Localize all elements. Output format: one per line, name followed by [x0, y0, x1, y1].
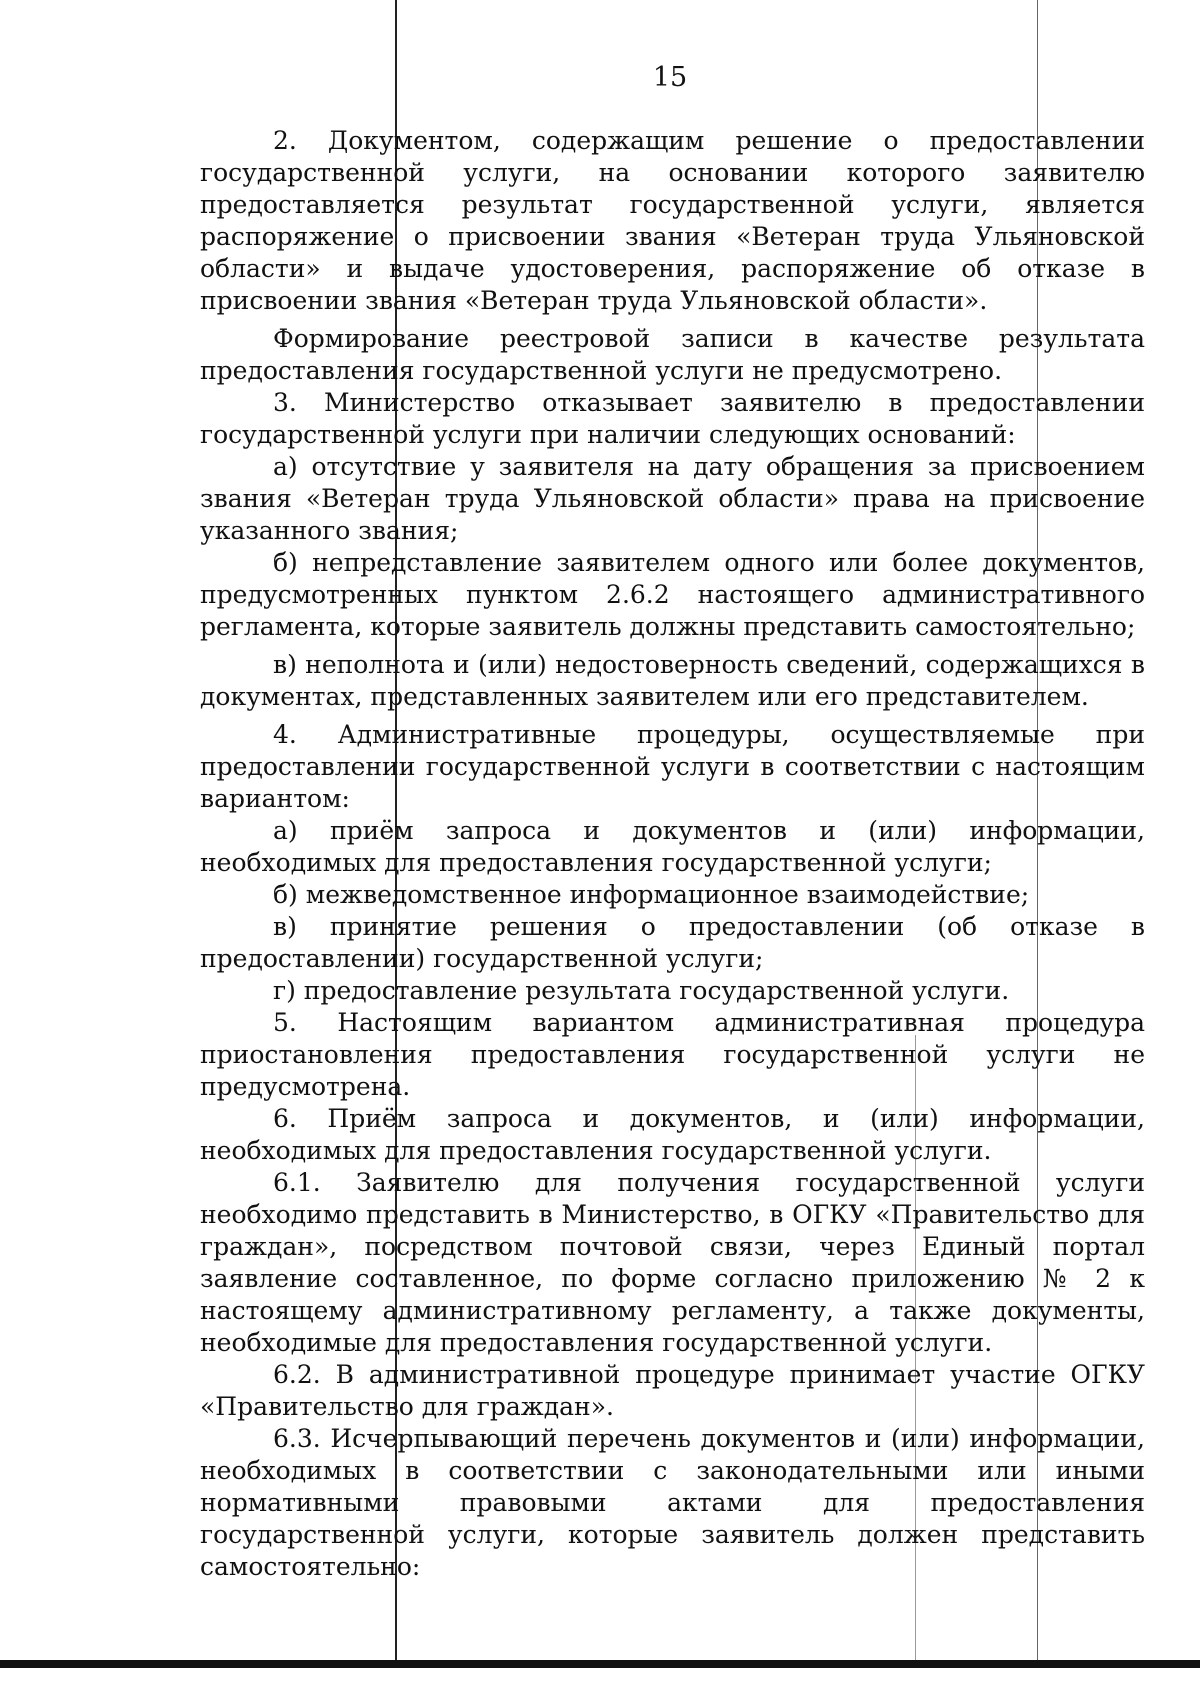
paragraph-5: 5. Настоящим вариантом административная процедура приостановления предоставления государственной услуги не предусмотрена. [200, 1008, 1145, 1101]
paragraph-3: 3. Министерство отказывает заявителю в предоставлении государственной услуги при наличии следующих оснований: [200, 388, 1145, 449]
paragraph-4: 4. Административные процедуры, осуществляемые при предоставлении государственной услуги в соответствии с настоящим вариантом: [200, 720, 1145, 813]
paragraph-2-note: Формирование реестровой записи в качестве результата предоставления государственной услуги не предусмотрено. [200, 324, 1145, 385]
paragraph-4a: а) приём запроса и документов и (или) информации, необходимых для предоставления государственной услуги; [200, 816, 1145, 877]
paragraph-4b: б) межведомственное информационное взаимодействие; [273, 880, 1030, 909]
paragraph-6-1: 6.1. Заявителю для получения государственной услуги необходимо представить в Министерство, в ОГКУ «Правительство для граждан», посредством почтовой связи, через Единый портал заявление составленное, по форме согласно приложению № 2 к настоящему административному регламенту, а также документы, необходимые для предоставления государственной услуги. [200, 1168, 1145, 1357]
scan-bottom-edge [0, 1660, 1200, 1668]
paragraph-6: 6. Приём запроса и документов, и (или) информации, необходимых для предоставления государственной услуги. [200, 1104, 1145, 1165]
paragraph-3v: в) неполнота и (или) недостоверность сведений, содержащихся в документах, представленных заявителем или его представителем. [200, 650, 1145, 711]
paragraph-2: 2. Документом, содержащим решение о предоставлении государственной услуги, на основании которого заявителю предоставляется результат государственной услуги, является распоряжение о присвоении звания «Ветеран труда Ульяновской области» и выдаче удостоверения, распоряжение об отказе в присвоении звания «Ветеран труда Ульяновской области». [200, 126, 1145, 315]
paragraph-3b: б) непредставление заявителем одного или более документов, предусмотренных пунктом 2.6.2 настоящего административного регламента, которые заявитель должны представить самостоятельно; [200, 548, 1145, 641]
paragraph-4g: г) предоставление результата государственной услуги. [273, 976, 1010, 1005]
paragraph-6-3: 6.3. Исчерпывающий перечень документов и (или) информации, необходимых в соответствии с законодательными или иными нормативными правовыми актами для предоставления государственной услуги, которые заявитель должен представить самостоятельно: [200, 1424, 1145, 1581]
paragraph-4v: в) принятие решения о предоставлении (об отказе в предоставлении) государственной услуги; [200, 912, 1145, 973]
paragraph-3a: а) отсутствие у заявителя на дату обращения за присвоением звания «Ветеран труда Ульяновской области» права на присвоение указанного звания; [200, 452, 1145, 545]
paragraph-6-2: 6.2. В административной процедуре принимает участие ОГКУ «Правительство для граждан». [200, 1360, 1145, 1421]
body-text [200, 125, 1145, 1583]
page-number: 15 [652, 62, 688, 93]
